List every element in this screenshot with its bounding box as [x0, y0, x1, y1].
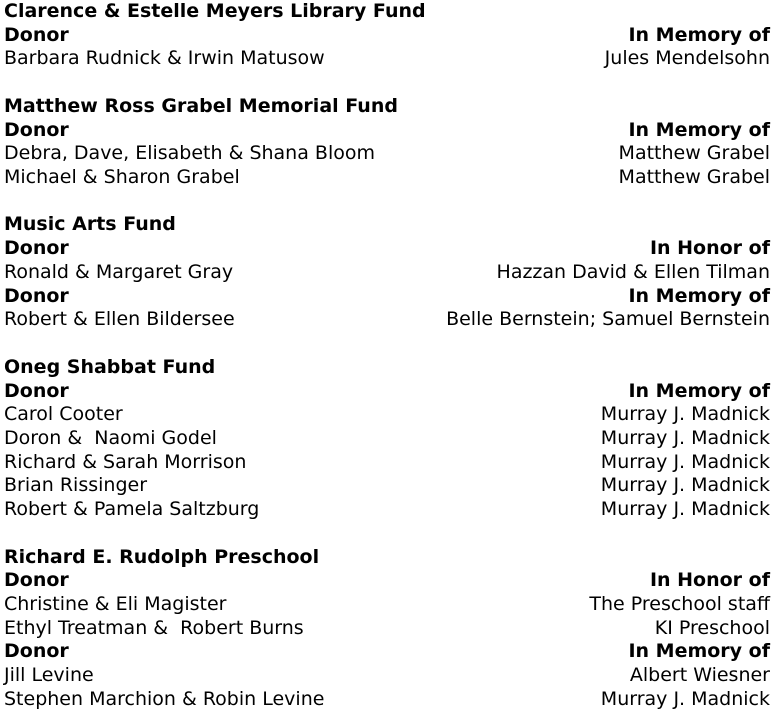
fund-section [4, 546, 770, 712]
dedication-name: Murray J. Madnick [600, 687, 770, 710]
dedication-column-header: In Memory of [628, 284, 770, 307]
column-header-row [4, 569, 770, 593]
column-header-row [4, 285, 770, 309]
fund-section [4, 95, 770, 190]
dedication-name: Hazzan David & Ellen Tilman [496, 260, 770, 283]
dedication-name: Murray J. Madnick [600, 498, 770, 521]
donor-name: Doron & Naomi Godel [4, 426, 217, 449]
dedication-name: Matthew Grabel [618, 142, 770, 165]
donor-name: Debra, Dave, Elisabeth & Shana Bloom [4, 142, 375, 165]
donor-name: Robert & Ellen Bildersee [4, 308, 235, 331]
donor-column-header: Donor [4, 640, 69, 663]
dedication-name: Belle Bernstein; Samuel Bernstein [446, 308, 770, 331]
donation-row [4, 47, 770, 71]
donor-name: Robert & Pamela Saltzburg [4, 498, 260, 521]
donation-row [4, 474, 770, 498]
donation-row [4, 664, 770, 688]
donor-column-header: Donor [4, 237, 69, 260]
donor-name: Christine & Eli Magister [4, 592, 227, 615]
donor-name: Barbara Rudnick & Irwin Matusow [4, 47, 325, 70]
donation-row [4, 498, 770, 522]
donor-column-header: Donor [4, 23, 69, 46]
donation-row [4, 166, 770, 190]
column-header-row [4, 380, 770, 404]
donation-row [4, 451, 770, 475]
dedication-name: Murray J. Madnick [600, 450, 770, 473]
donor-name: Brian Rissinger [4, 474, 148, 497]
donor-column-header: Donor [4, 569, 69, 592]
dedication-column-header: In Memory of [628, 23, 770, 46]
fund-title: Richard E. Rudolph Preschool [4, 545, 320, 568]
dedication-column-header: In Honor of [649, 569, 770, 592]
donation-row [4, 593, 770, 617]
donor-name: Michael & Sharon Grabel [4, 166, 240, 189]
donor-column-header: Donor [4, 284, 69, 307]
column-header-row [4, 24, 770, 48]
fund-section [4, 356, 770, 522]
dedication-column-header: In Memory of [628, 640, 770, 663]
donation-row [4, 261, 770, 285]
fund-title: Music Arts Fund [4, 213, 176, 236]
fund-section [4, 0, 770, 71]
donation-row [4, 403, 770, 427]
dedication-column-header: In Memory of [628, 118, 770, 141]
fund-title: Matthew Ross Grabel Memorial Fund [4, 94, 398, 117]
dedication-name: Murray J. Madnick [600, 474, 770, 497]
dedication-name: The Preschool staff [589, 592, 770, 615]
donor-name: Ronald & Margaret Gray [4, 260, 234, 283]
fund-title: Oneg Shabbat Fund [4, 355, 216, 378]
donor-column-header: Donor [4, 118, 69, 141]
dedication-name: Jules Mendelsohn [604, 47, 770, 70]
dedication-name: Matthew Grabel [618, 166, 770, 189]
donor-name: Stephen Marchion & Robin Levine [4, 687, 325, 710]
column-header-row [4, 119, 770, 143]
donor-name: Richard & Sarah Morrison [4, 450, 247, 473]
dedication-name: Murray J. Madnick [600, 403, 770, 426]
donation-row [4, 617, 770, 641]
dedication-name: Murray J. Madnick [600, 426, 770, 449]
fund-section [4, 213, 770, 332]
dedication-name: KI Preschool [654, 616, 770, 639]
donor-name: Ethyl Treatman & Robert Burns [4, 616, 304, 639]
donor-column-header: Donor [4, 379, 69, 402]
column-header-row [4, 237, 770, 261]
dedication-name: Albert Wiesner [629, 664, 770, 687]
donation-row [4, 308, 770, 332]
donation-row [4, 427, 770, 451]
donor-name: Jill Levine [4, 664, 94, 687]
dedication-column-header: In Memory of [628, 379, 770, 402]
column-header-row [4, 640, 770, 664]
donor-name: Carol Cooter [4, 403, 123, 426]
dedication-column-header: In Honor of [649, 237, 770, 260]
donation-row [4, 142, 770, 166]
donation-row [4, 688, 770, 712]
fund-title: Clarence & Estelle Meyers Library Fund [4, 0, 426, 22]
